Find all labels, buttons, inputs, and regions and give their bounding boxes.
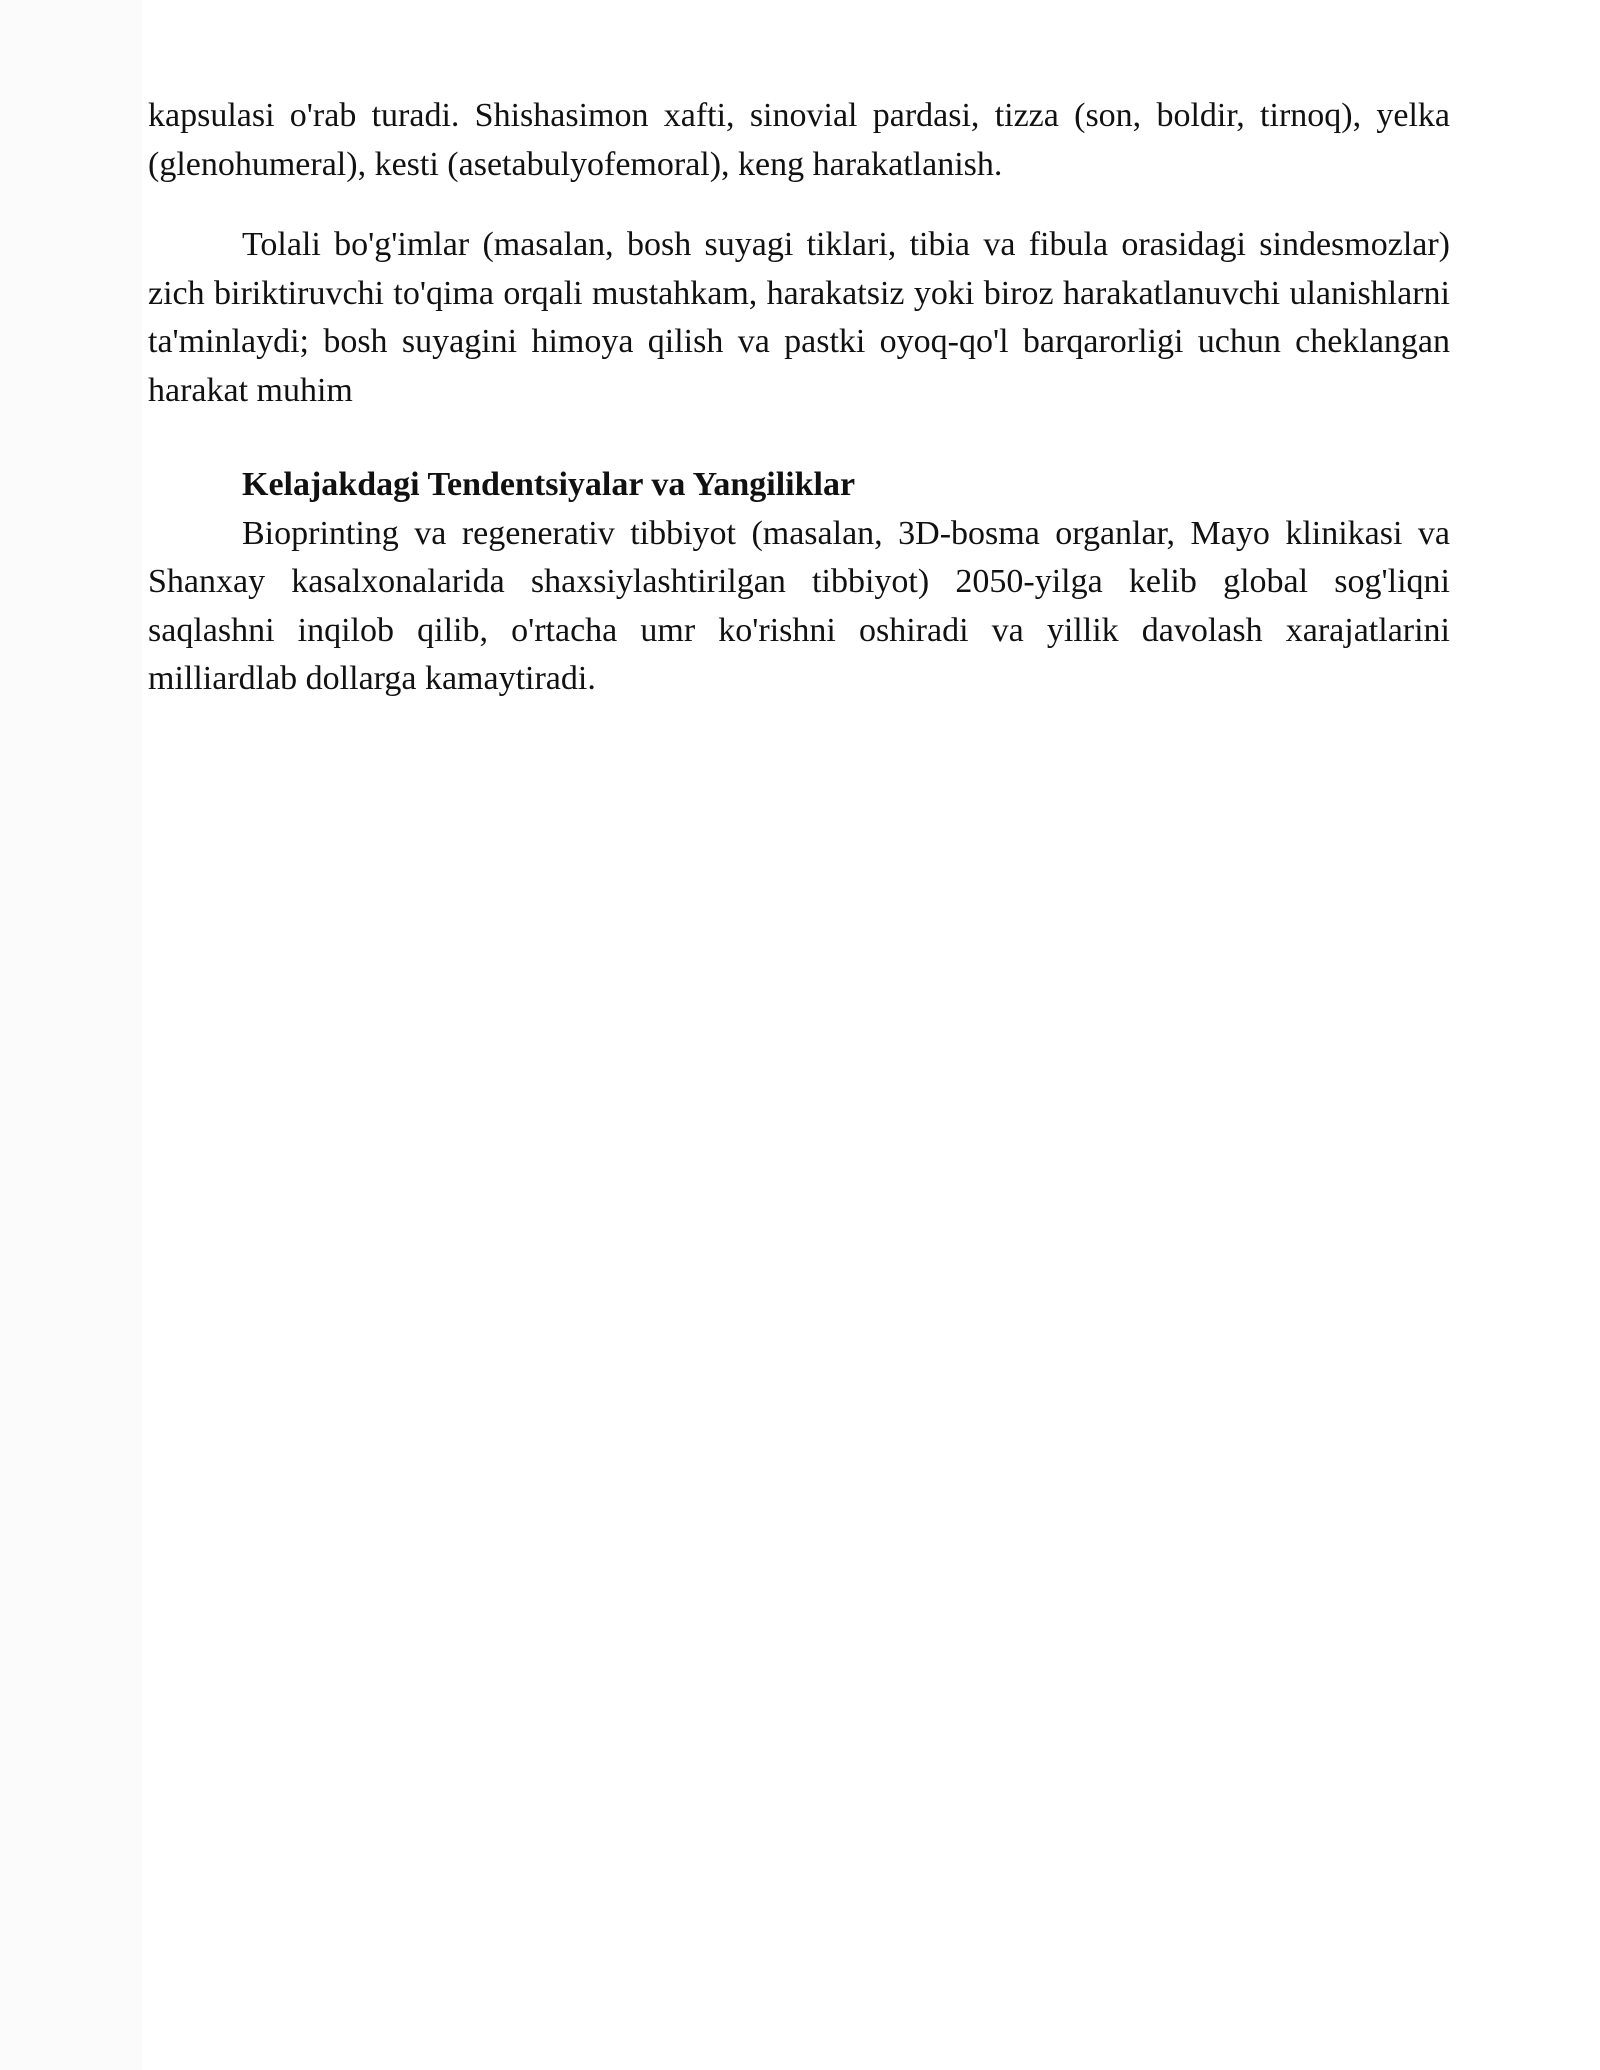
paragraph-future-trends: Bioprinting va regenerativ tibbiyot (masalan, 3D-bosma organlar, Mayo klinikasi va Shanxay kasalxonalarida shaxsiylashtirilgan tibbiyot) 2050-yilga kelib global sog'liqni saqlashni inqilob qilib, o'rtacha umr ko'rishni oshiradi va yillik davolash xarajatlarini milliardlab dollarga kamaytiradi.	[148, 514, 1450, 697]
document-body	[148, 92, 1450, 704]
section-heading: Kelajakdagi Tendentsiyalar va Yangiliklar	[242, 466, 856, 503]
page-left-margin	[0, 0, 142, 2070]
paragraph-spacer	[148, 189, 1450, 221]
paragraph-fibrous-joints: Tolali bo'g'imlar (masalan, bosh suyagi tiklari, tibia va fibula orasidagi sindesmozlar) zich biriktiruvchi to'qima orqali mustahkam, harakatsiz yoki biroz harakatlanuvchi ulanishlarni ta'minlaydi; bosh suyagini himoya qilish va pastki oyoq-qo'l barqarorligi uchun cheklangan harakat muhim	[148, 226, 1450, 409]
section-spacer	[148, 415, 1450, 461]
paragraph-continuation: kapsulasi o'rab turadi. Shishasimon xafti, sinovial pardasi, tizza (son, boldir, tirnoq), yelka (glenohumeral), kesti (asetabulyofemoral), keng harakatlanish.	[148, 97, 1450, 183]
